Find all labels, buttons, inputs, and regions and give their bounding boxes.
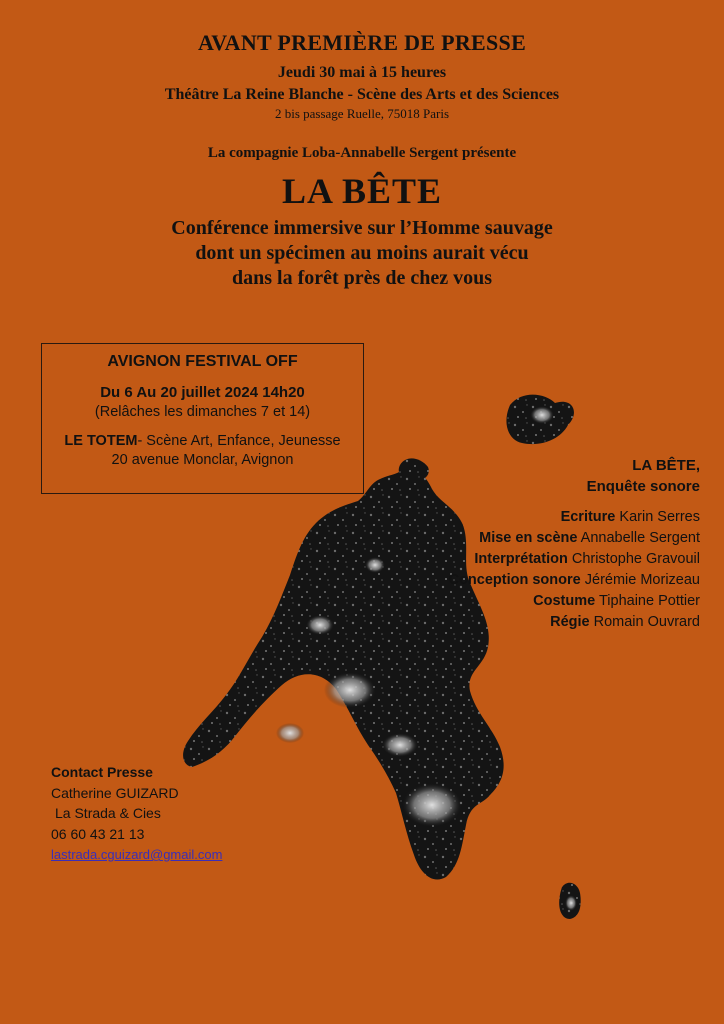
credit-name: Romain Ouvrard [593, 614, 700, 630]
credit-name: Karin Serres [619, 509, 700, 525]
credit-line [449, 528, 700, 549]
credit-line [449, 549, 700, 570]
festival-venue-desc: - Scène Art, Enfance, Jeunesse [137, 433, 341, 449]
credit-name: Jérémie Morizeau [584, 572, 700, 588]
credit-line [449, 507, 700, 528]
subtitle-line-1: Conférence immersive sur l’Homme sauvage [171, 217, 553, 239]
credit-role: Ecriture [560, 509, 616, 525]
preview-address: 2 bis passage Ruelle, 75018 Paris [274, 106, 450, 121]
credits-title: LA BÊTE, [632, 457, 700, 474]
contact-company: La Strada & Cies [55, 805, 161, 821]
press-preview-headline: AVANT PREMIÈRE DE PRESSE [197, 30, 527, 55]
festival-dates: Du 6 Au 20 juillet 2024 14h20 [100, 384, 305, 401]
show-subtitle [0, 216, 724, 291]
credit-role: Conception sonore [448, 572, 581, 588]
contact-label: Contact Presse [51, 764, 153, 780]
subtitle-line-3: dans la forêt près de chez vous [232, 267, 492, 289]
preview-venue: Théâtre La Reine Blanche - Scène des Arts et des Sciences [164, 86, 560, 103]
credits-subtitle: Enquête sonore [586, 478, 700, 495]
festival-address: 20 avenue Monclar, Avignon [111, 452, 294, 468]
credit-line [449, 612, 700, 633]
credit-role: Interprétation [474, 551, 568, 567]
festival-name: AVIGNON FESTIVAL OFF [107, 353, 298, 370]
festival-venue-name: LE TOTEM [64, 433, 138, 449]
credit-name: Annabelle Sergent [580, 530, 700, 546]
credit-role: Mise en scène [479, 530, 578, 546]
press-contact [51, 762, 222, 866]
contact-email-link[interactable]: lastrada.cguizard@gmail.com [51, 847, 223, 862]
credit-line [449, 591, 700, 612]
credit-role: Costume [533, 593, 596, 609]
festival-relache: (Relâches les dimanches 7 et 14) [94, 404, 311, 420]
company-presents: La compagnie Loba-Annabelle Sergent présente [207, 145, 517, 161]
subtitle-line-2: dont un spécimen au moins aurait vécu [195, 242, 529, 264]
show-title: LA BÊTE [281, 171, 443, 211]
credits-block [449, 455, 700, 633]
contact-name: Catherine GUIZARD [51, 784, 179, 801]
beast-head [399, 458, 429, 481]
credit-role: Régie [550, 614, 590, 630]
credit-name: Tiphaine Pottier [598, 593, 700, 609]
credit-name: Christophe Gravouil [571, 551, 700, 567]
credit-line [449, 570, 700, 591]
preview-date: Jeudi 30 mai à 15 heures [277, 64, 447, 81]
contact-phone: 06 60 43 21 13 [51, 825, 145, 842]
